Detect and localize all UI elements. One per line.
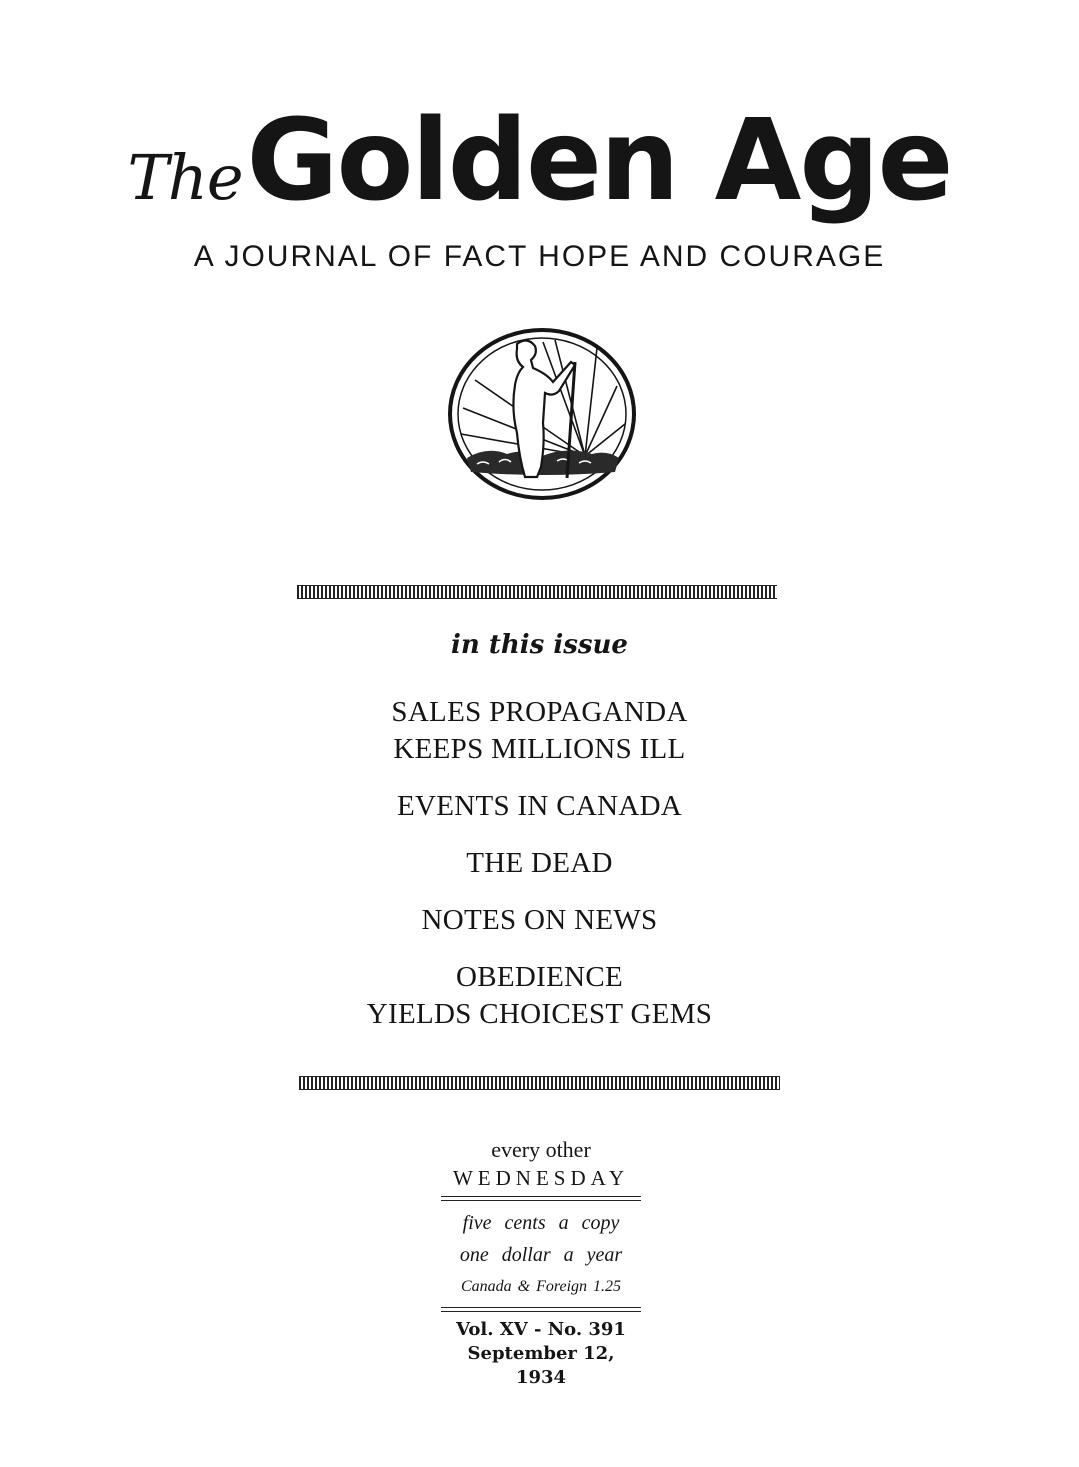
contents-item xyxy=(0,845,1079,882)
frequency-line-1: every other xyxy=(491,1137,591,1162)
contents-item xyxy=(0,902,1079,939)
contents-item xyxy=(0,959,1079,1033)
contents-item-line: KEEPS MILLIONS ILL xyxy=(393,733,686,765)
masthead-title: Golden Age xyxy=(246,96,952,226)
issue-date: September 12, 1934 xyxy=(467,1343,615,1388)
price-per-copy: five cents a copy xyxy=(462,1212,620,1234)
contents-item-line: EVENTS IN CANADA xyxy=(396,790,683,822)
decorative-rule-bottom xyxy=(299,1076,780,1090)
publication-info xyxy=(441,1136,641,1390)
contents-item xyxy=(0,694,1079,768)
contents-item xyxy=(0,788,1079,825)
contents-item-line: YIELDS CHOICEST GEMS xyxy=(366,998,713,1030)
contents-item-line: OBEDIENCE xyxy=(455,961,623,993)
contents-item-line: NOTES ON NEWS xyxy=(421,904,658,936)
contents-item-line: SALES PROPAGANDA xyxy=(391,696,688,728)
frequency-line-2: WEDNESDAY xyxy=(452,1166,630,1190)
price-foreign: Canada & Foreign 1.25 xyxy=(460,1278,622,1295)
volume-number: Vol. XV - No. 391 xyxy=(456,1319,626,1340)
decorative-rule-top xyxy=(297,585,777,599)
masthead-the: The xyxy=(127,141,243,214)
double-rule xyxy=(441,1196,641,1201)
figure-with-staff-sunrise-emblem-icon xyxy=(447,328,637,500)
price-per-year: one dollar a year xyxy=(459,1244,623,1266)
contents-list xyxy=(0,694,1079,1053)
masthead xyxy=(0,96,1079,226)
contents-item-line: THE DEAD xyxy=(466,847,613,879)
double-rule xyxy=(441,1307,641,1312)
issue-heading: in this issue xyxy=(451,630,628,660)
tagline: A JOURNAL OF FACT HOPE AND COURAGE xyxy=(193,240,886,273)
